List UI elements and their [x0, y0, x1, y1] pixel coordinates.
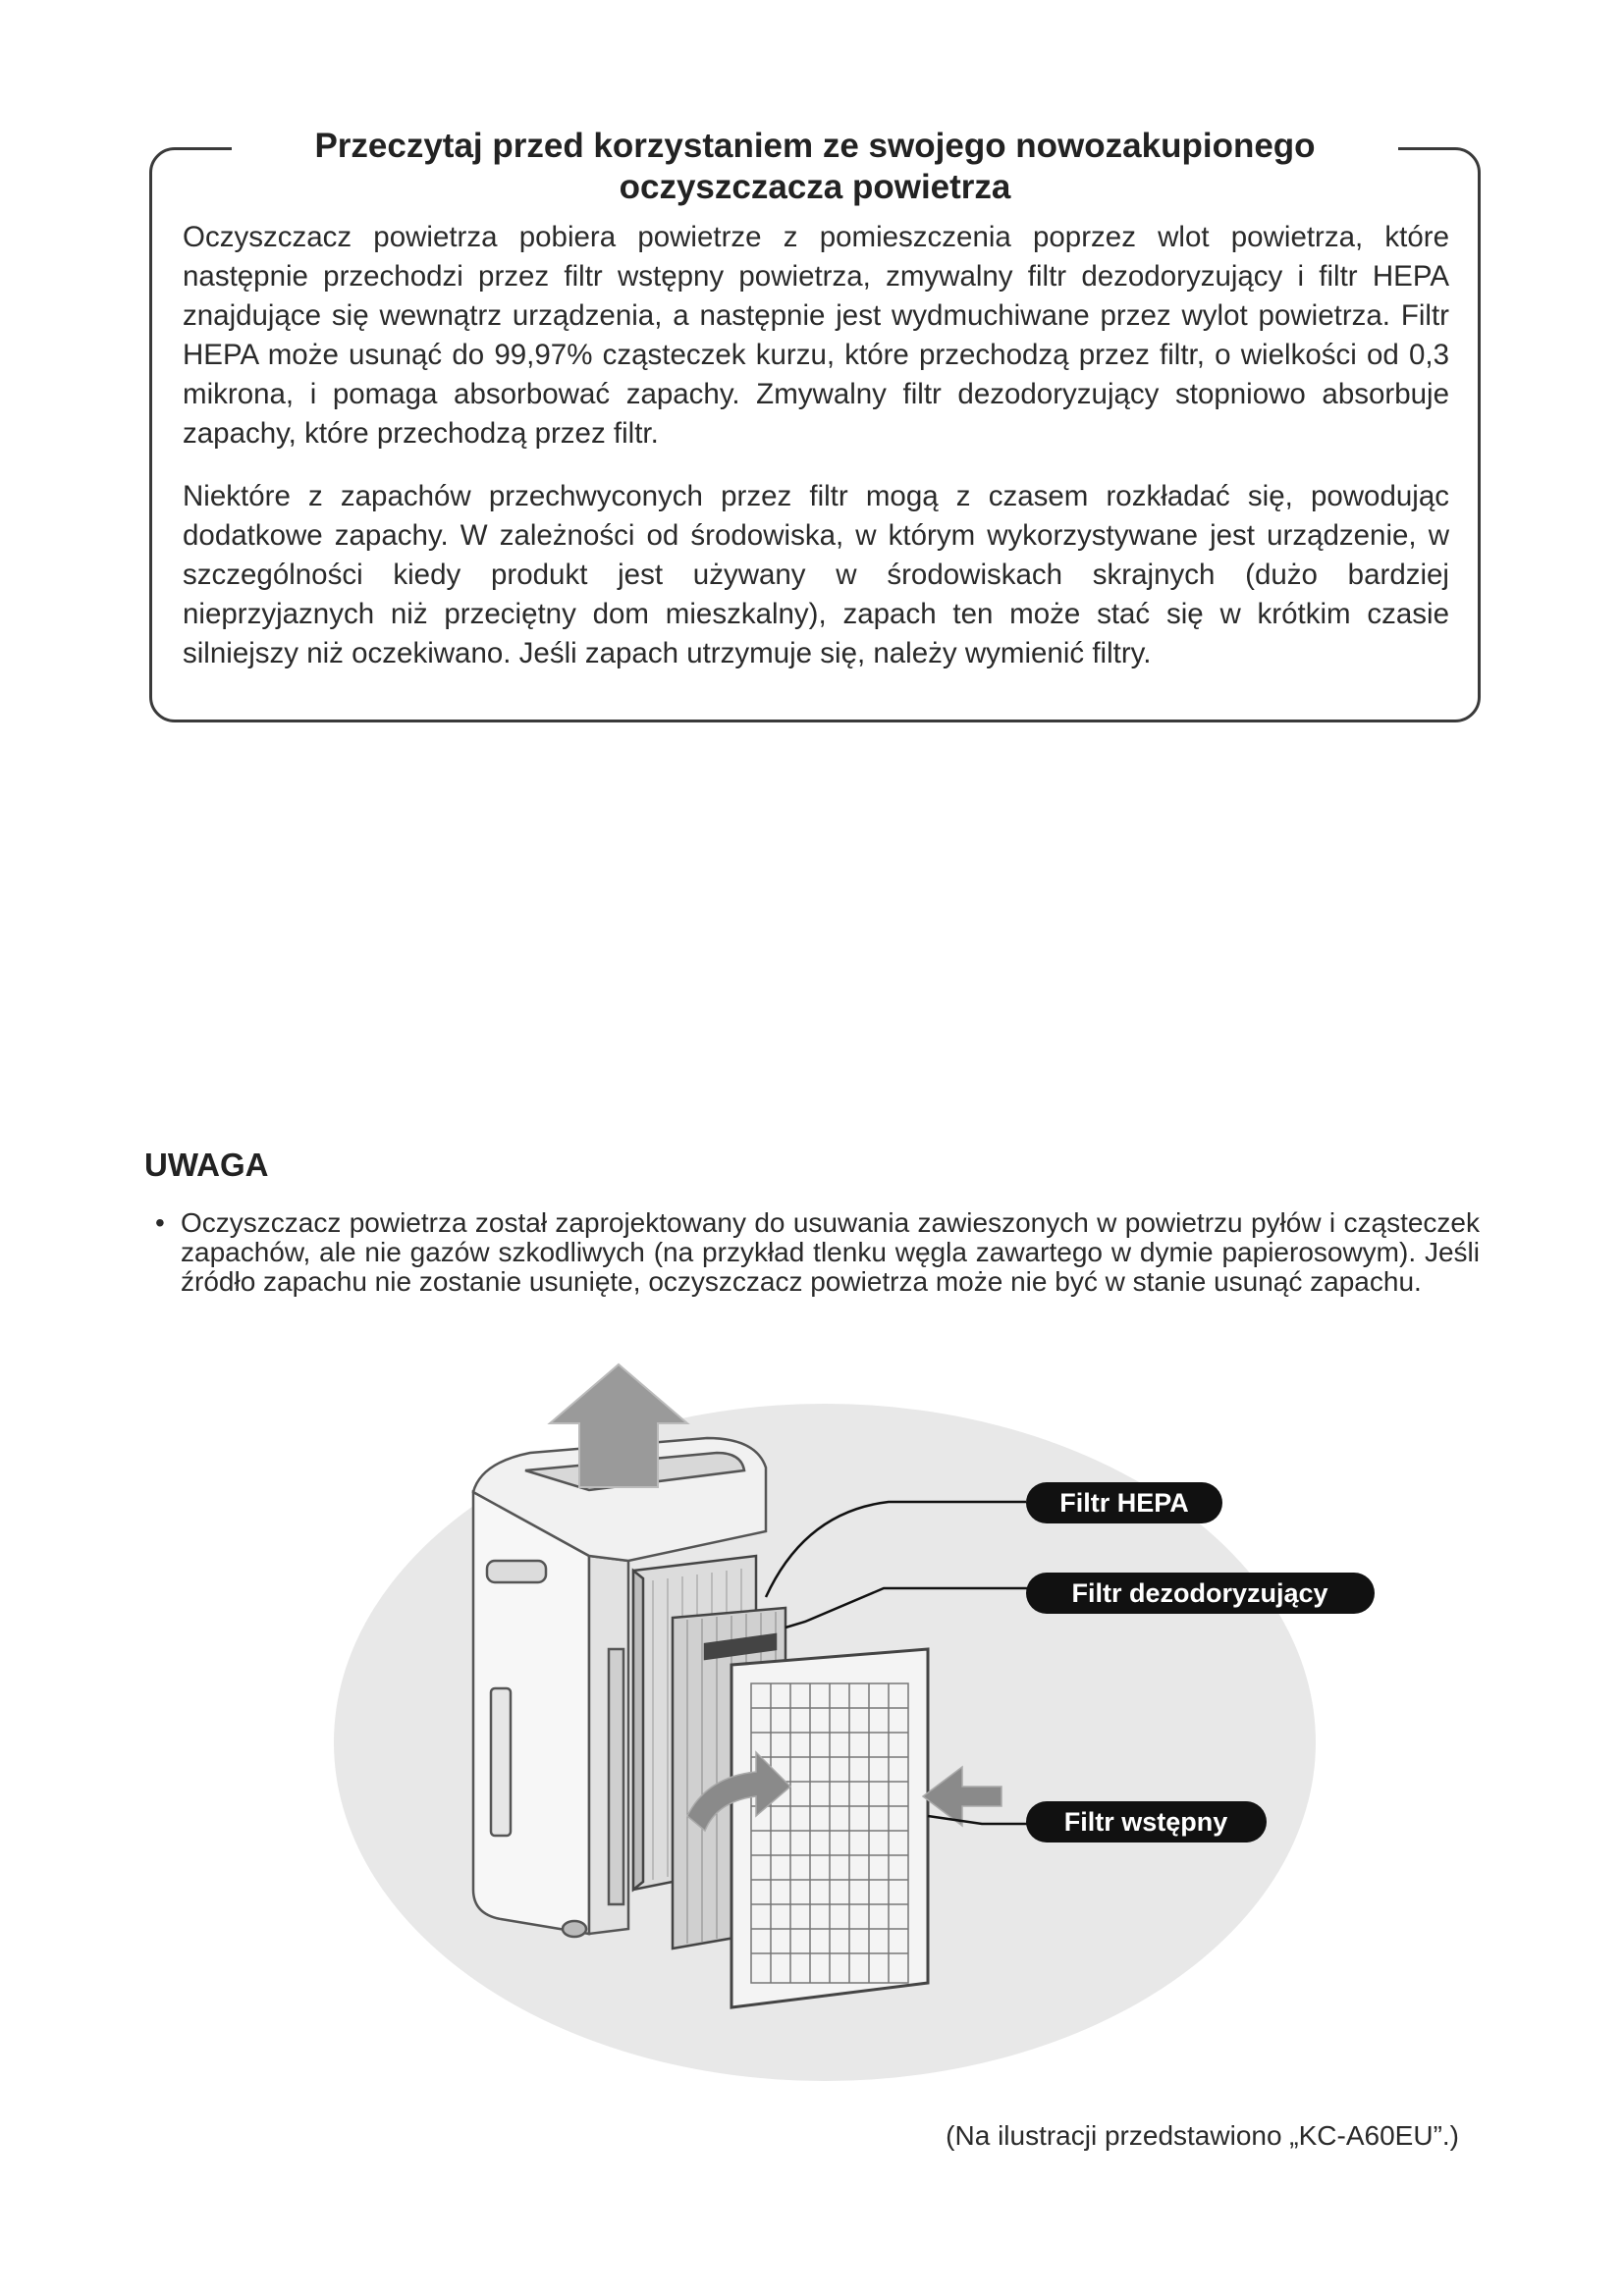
illustration-caption: (Na ilustracji przedstawiono „KC-A60EU”.) [946, 2120, 1459, 2151]
uwaga-heading: UWAGA [144, 1147, 269, 1183]
label-filtr-hepa [1026, 1482, 1222, 1523]
notice-title: Przeczytaj przed korzystaniem ze swojego nowozakupionego oczyszczacza powietrza [232, 126, 1398, 208]
notice-body [183, 218, 1449, 673]
pre-filter-icon [731, 1649, 928, 2007]
label-filtr-hepa-text: Filtr HEPA [1059, 1488, 1189, 1518]
label-filtr-dezodoryzujacy-text: Filtr dezodoryzujący [1071, 1578, 1328, 1608]
air-purifier-illustration [295, 1355, 1512, 2120]
label-filtr-dezodoryzujacy [1026, 1573, 1375, 1614]
uwaga-item: Oczyszczacz powietrza został zaprojektowany do usuwania zawieszonych w powietrzu pyłów i cząsteczek zapachów, ale nie gazów szkodliwych (na przykład tlenku węgla zawartego w dymie papierosowym). Jeśli źródło zapachu nie zostanie usunięte, oczyszczacz powietrza może nie być w stanie usunąć zapachu. [181, 1207, 1480, 1297]
bullet-icon: • [155, 1207, 165, 1238]
notice-paragraph-2: Niektóre z zapachów przechwyconych przez filtr mogą z czasem rozkładać się, powodując dodatkowe zapachy. W zależności od środowiska, w którym wykorzystywane jest urządzenie, w szczególności kiedy produkt jest używany w środowiskach skrajnych (dużo bardziej nieprzyjaznych niż przeciętny dom mieszkalny), zapach ten może stać się w krótkim czasie silniejszy niż oczekiwano. Jeśli zapach utrzymuje się, należy wymienić filtry. [183, 480, 1449, 669]
notice-paragraph-1: Oczyszczacz powietrza pobiera powietrze z pomieszczenia poprzez wlot powietrza, które następnie przechodzi przez filtr wstępny powietrza, zmywalny filtr dezodoryzujący i filtr HEPA znajdujące się wewnątrz urządzenia, a następnie jest wydmuchiwane przez wylot powietrza. Filtr HEPA może usunąć do 99,97% cząsteczek kurzu, które przechodzą przez filtr, o wielkości od 0,3 mikrona, i pomaga absorbować zapachy. Zmywalny filtr dezodoryzujący stopniowo absorbuje zapachy, które przechodzą przez filtr. [183, 221, 1449, 450]
label-filtr-wstepny [1026, 1801, 1267, 1842]
label-filtr-wstepny-text: Filtr wstępny [1063, 1807, 1228, 1837]
